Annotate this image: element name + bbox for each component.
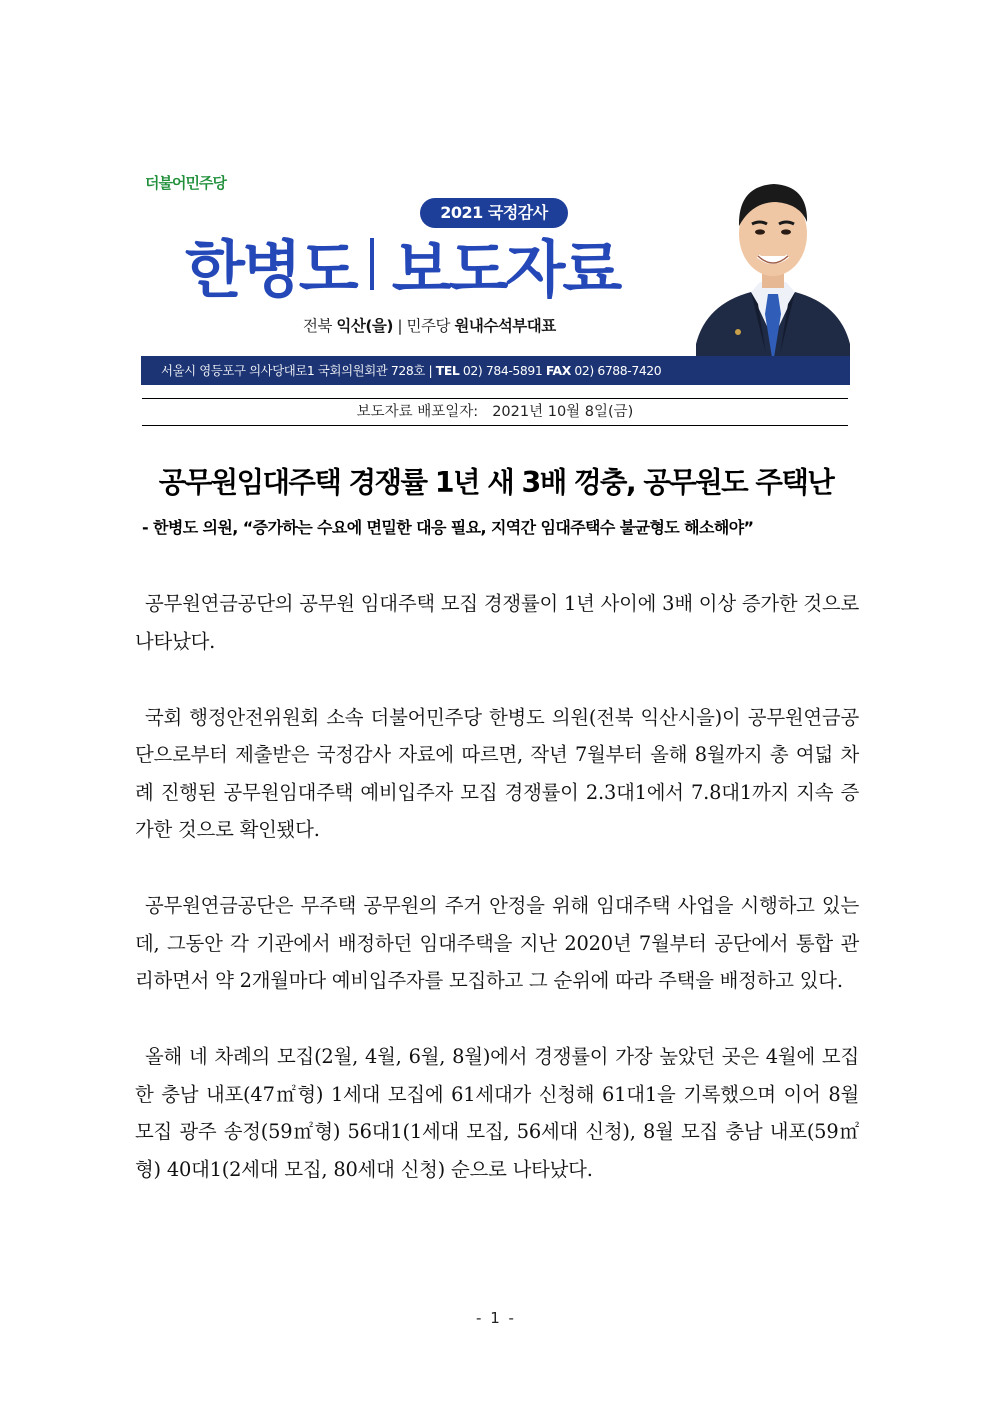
release-date-row [142,398,848,426]
banner-title [185,224,619,304]
subtitle-region: 전북 [303,317,337,335]
document-type: 보도자료 [391,232,620,306]
contact-bar [141,356,850,385]
paragraph: 공무원연금공단은 무주택 공무원의 주거 안정을 위해 임대주택 사업을 시행하고 있는데, 그동안 각 기관에서 배정하던 임대주택을 지난 2020년 7월부터 공단에서 통합 관리하면서 약 2개월마다 예비입주자를 모집하고 그 순위에 따라 주택을 배정하고 있다. [135,894,859,992]
tel-number: 02) 784-5891 [459,363,546,378]
paragraph: 올해 네 차례의 모집(2월, 4월, 6월, 8월)에서 경쟁률이 가장 높았던 곳은 4월에 모집한 충남 내포(47㎡형) 1세대 모집에 61세대가 신청해 61대1을 기록했으며 이어 8월 모집 광주 송정(59㎡형) 56대1(1세대 모집, 56세대 신청), 8월 모집 충남 내포(59㎡형) 40대1(2세대 모집, 80세대 신청) 순으로 나타났다. [135,1045,859,1181]
lawmaker-portrait [696,164,850,385]
fax-label: FAX [545,363,571,378]
lawmaker-name: 한병도 [185,232,356,306]
headline: 공무원임대주택 경쟁률 1년 새 3배 껑충, 공무원도 주택난 [158,466,834,499]
subtitle-party: | 민주당 [392,317,455,335]
subheadline: - 한병도 의원, “증가하는 수요에 면밀한 대응 필요, 지역간 임대주택수 불균형도 해소해야” [142,518,754,537]
audit-badge: 2021 국정감사 [420,198,568,228]
fax-number: 02) 6788-7420 [570,363,662,378]
lawmaker-subtitle [303,314,556,336]
article-body [135,585,859,1227]
release-date: 2021년 10월 8일(금) [492,404,634,420]
title-divider [370,238,374,290]
subtitle-district: 익산(을) [336,317,393,335]
office-address: 서울시 영등포구 의사당대로1 국회의원회관 728호 | [161,363,436,378]
paragraph: 국회 행정안전위원회 소속 더불어민주당 한병도 의원(전북 익산시을)이 공무원연금공단으로부터 제출받은 국정감사 자료에 따르면, 작년 7월부터 올해 8월까지 총 여덟 차례 진행된 공무원임대주택 예비입주자 모집 경쟁률이 2.3대1에서 7.8대1까지 지속 증가한 것으로 확인됐다. [135,705,859,841]
page-number: - 1 - [476,1309,516,1327]
tel-label: TEL [435,363,460,378]
release-date-label: 보도자료 배포일자: [356,404,479,420]
subtitle-role: 원내수석부대표 [454,317,556,335]
party-logo: 더불어민주당 [145,174,226,192]
paragraph: 공무원연금공단의 공무원 임대주택 모집 경쟁률이 1년 사이에 3배 이상 증가한 것으로 나타났다. [135,592,859,653]
press-release-banner [141,150,850,385]
